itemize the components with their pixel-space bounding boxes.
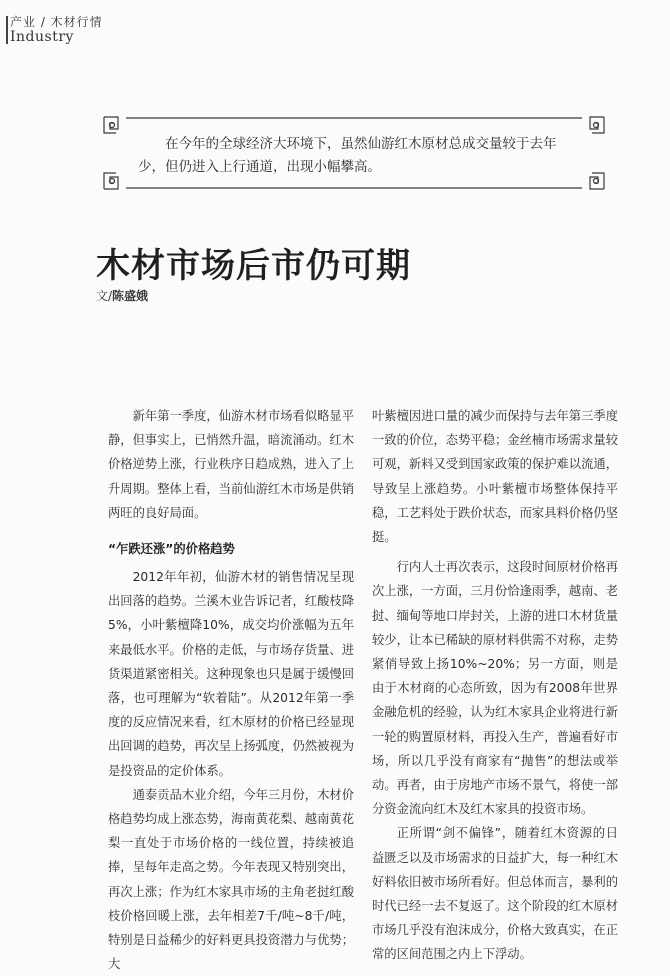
paragraph: 2012年年初，仙游木材的销售情况呈现出回落的趋势。兰溪木业告诉记者，红酸枝降5%，小叶紫檀降10%，成交均价涨幅为五年来最低水平。价格的走低，与市场存货量、进货渠道紧密相关。这种现象也只是属于缓慢回落，也可理解为“软着陆”。从2012年第一季度的反应情况来看，红木原材的价格已经显现出回调的趋势，再次呈上扬弧度，仍然被视为是投资品的定价体系。: [108, 570, 354, 778]
section-category: 产业 / 木材行情: [10, 15, 103, 29]
paragraph: 叶紫檀因进口量的减少而保持与去年第三季度一致的价位，态势平稳；金丝楠市场需求量较可观，新料又受到国家政策的保护难以流通，导致呈上涨趋势。小叶紫檀市场整体保持平稳，工艺料处于跌价状态，而家具料价格仍坚挺。: [372, 409, 618, 545]
byline-label: 文/: [96, 289, 113, 303]
paragraph: 正所谓“剑不偏锋”，随着红木资源的日益匮乏以及市场需求的日益扩大，每一种红木好料依旧被市场所看好。但总体而言，暴利的时代已经一去不复返了。这个阶段的红木原材市场几乎没有泡沫成分，价格大致真实，在正常的区间范围之内上下浮动。: [372, 826, 618, 962]
abstract-text: 在今年的全球经济大环境下，虽然仙游红木原材总成交量较于去年少，但仍进入上行通道，出现小幅攀高。: [138, 136, 557, 175]
left-column: [108, 404, 354, 976]
section-header: [10, 16, 103, 44]
paragraph: 新年第一季度，仙游木材市场看似略显平静，但事实上，已悄然升温，暗流涌动。红木价格逆势上涨，行业秩序日趋成熟，进入了上升周期。整体上看，当前仙游红木市场是供销两旺的良好局面。: [108, 409, 354, 520]
abstract-box: [100, 113, 608, 193]
paragraph: 行内人士再次表示，这段时间原材价格再次上涨，一方面，三月份恰逢雨季，越南、老挝、缅甸等地口岸封关，上游的进口木材货量较少，让本已稀缺的原材料供需不对称，走势紧俏导致上扬10%~20%；另一方面，则是由于木材商的心态所致，因为有2008年世界金融危机的经验，认为红木家具企业将进行新一轮的购置原材料，再投入生产，普遍看好市场，所以几乎没有商家有“抛售”的想法或举动。再者，由于房地产市场不景气，将使一部分资金流向红木及红木家具的投资市场。: [372, 560, 618, 817]
right-column: [372, 404, 618, 967]
section-heading: “乍跌还涨”的价格趋势: [108, 542, 235, 557]
section-english: Industry: [10, 29, 74, 45]
author-name: 陈盛娥: [112, 289, 149, 303]
paragraph: 通泰贡品木业介绍，今年三月份，木材价格趋势均成上涨态势，海南黄花梨、越南黄花梨一直处于市场价格的一线位置，持续被追捧，呈每年走高之势。今年表现又特别突出，再次上涨；作为红木家具市场的主角老挝红酸枝价格回暖上涨，去年相差7千/吨~8千/吨，特别是日益稀少的好料更具投资潜力与优势；大: [108, 787, 354, 972]
byline: [96, 287, 148, 304]
header-bar: [6, 16, 8, 44]
article-title: 木材市场后市仍可期: [96, 246, 411, 286]
